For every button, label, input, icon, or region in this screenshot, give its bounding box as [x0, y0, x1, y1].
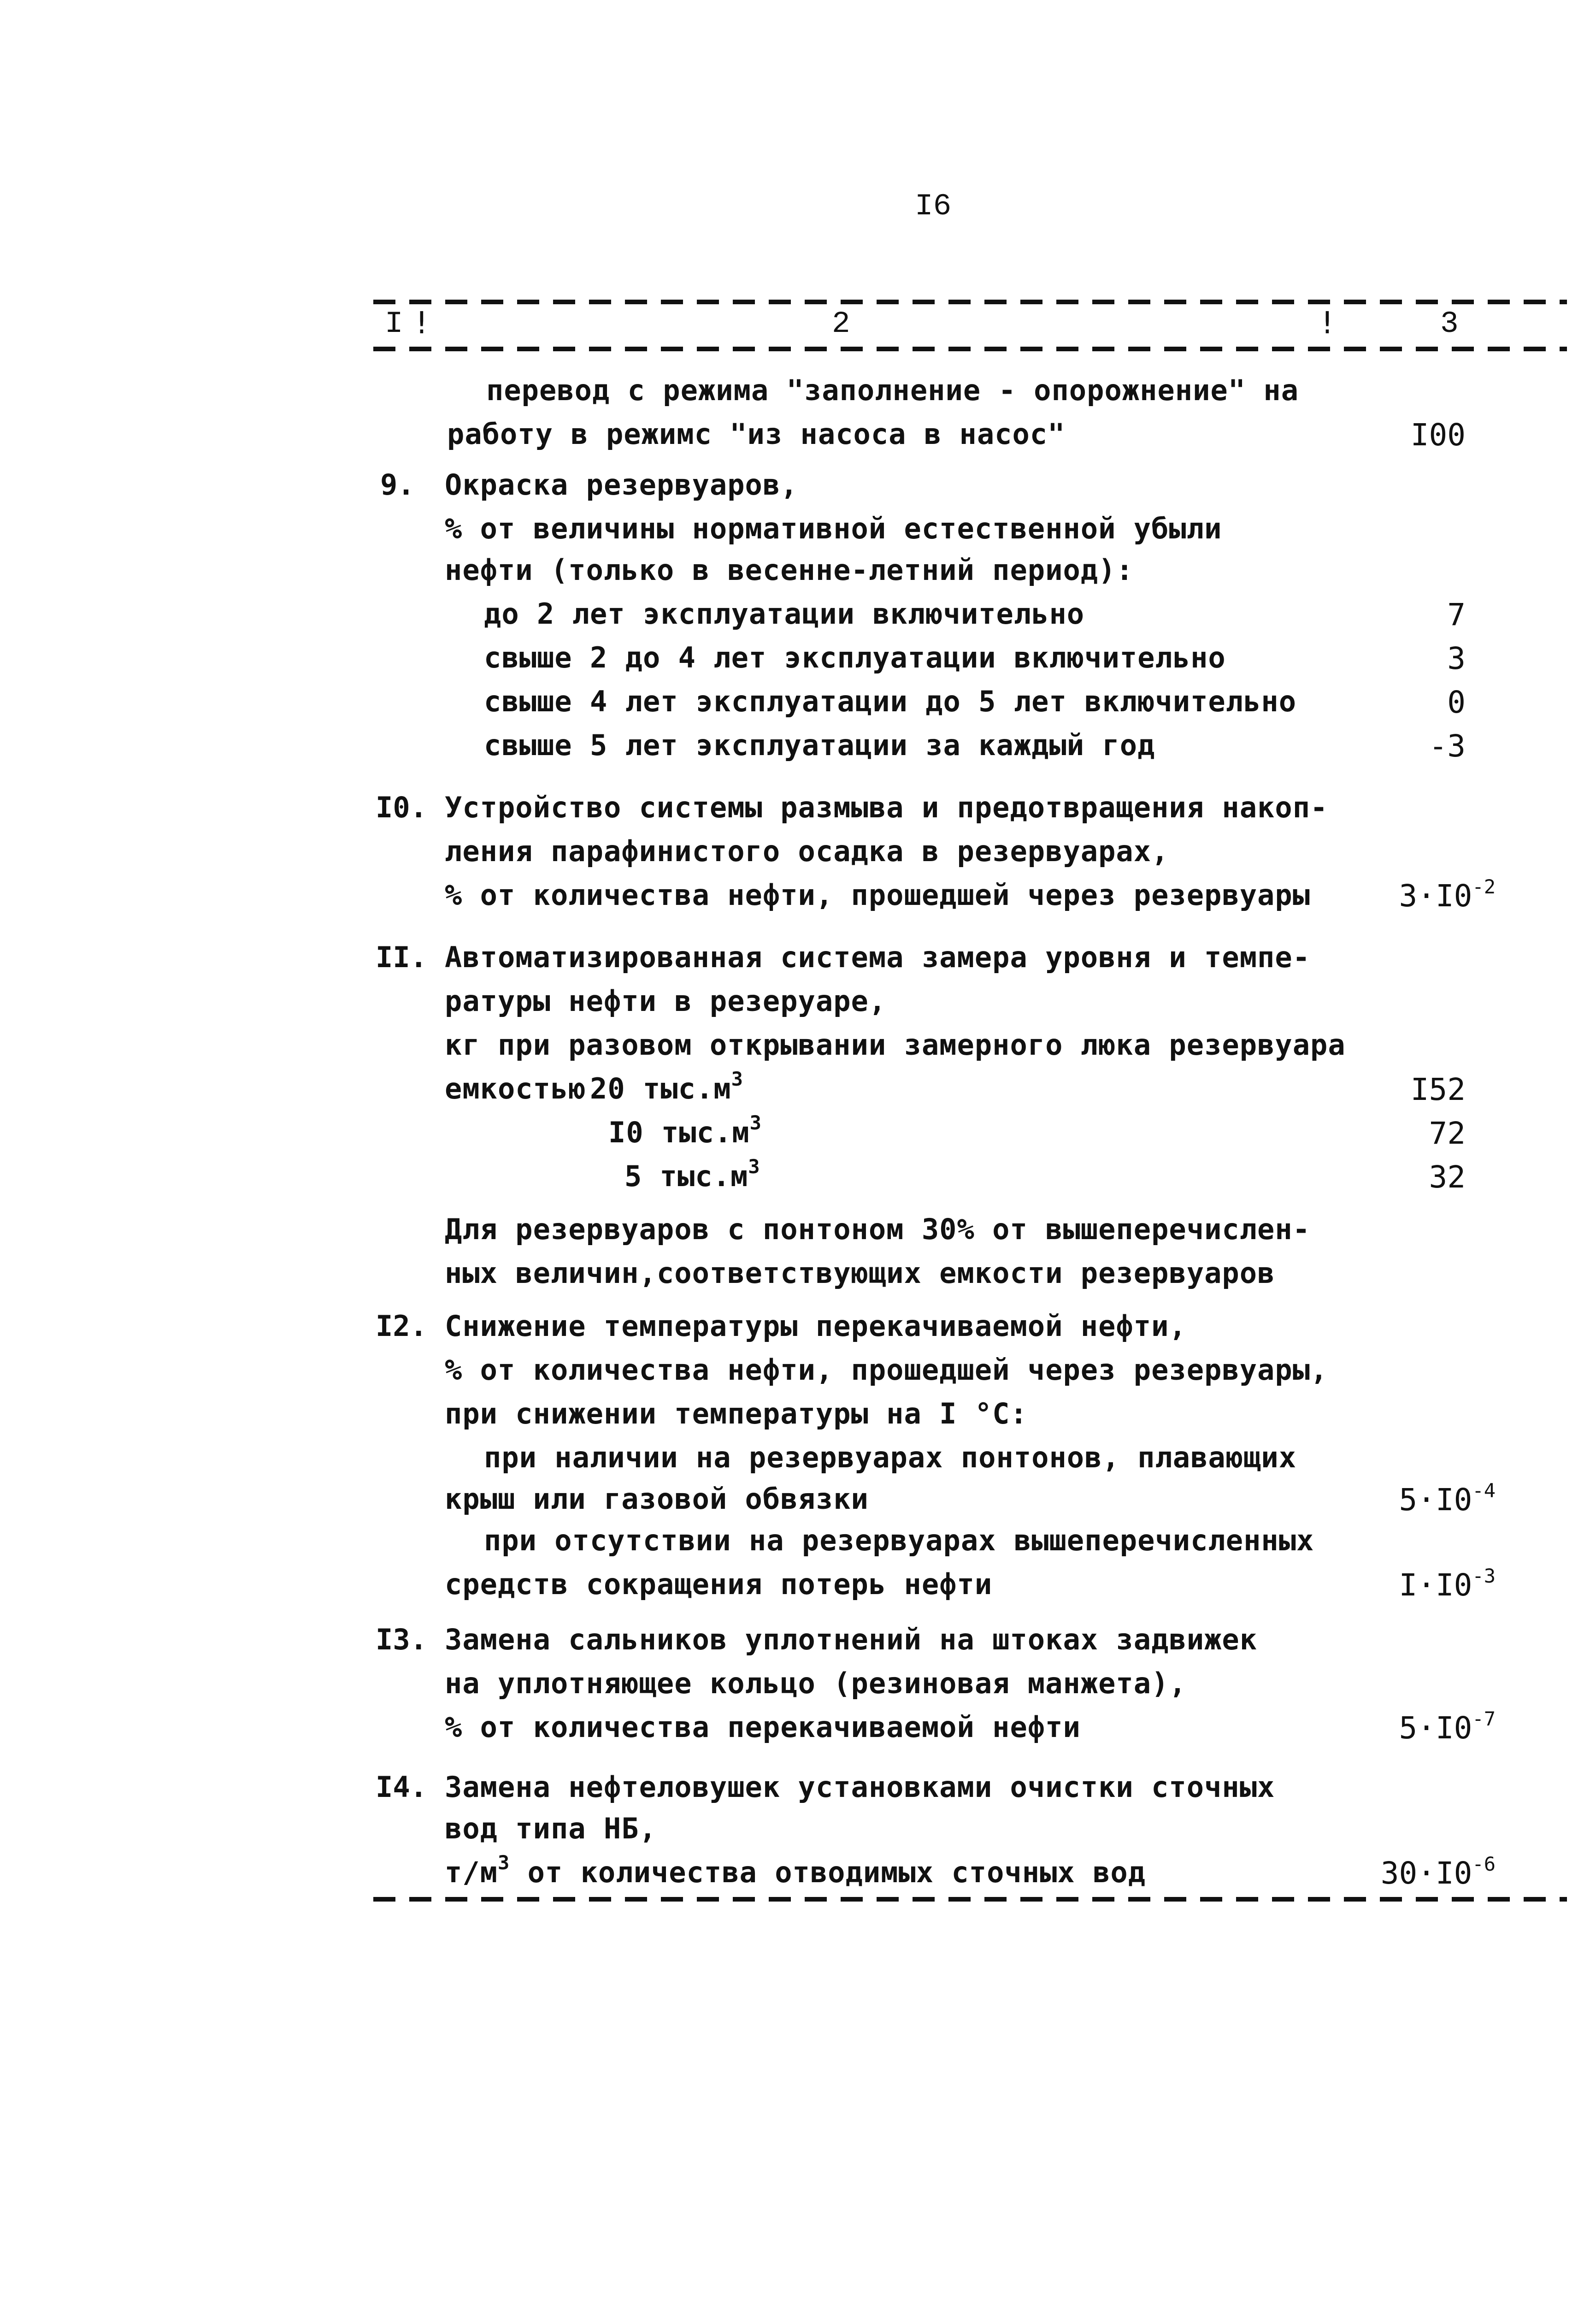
item-text-line: вод типа НБ, — [445, 1812, 657, 1845]
item-number: I0. — [376, 791, 427, 824]
capacity-text: I0 $тыс.м^3$ — [608, 1111, 762, 1149]
sub-item-text: при отсутствии на резервуарах вышеперечисленных — [484, 1524, 1314, 1557]
sub-item-text: свыше 4 лет эксплуатации до 5 лет включительно — [484, 685, 1297, 718]
item-text-line: при снижении температуры на I °C: — [445, 1397, 1028, 1430]
sub-item-value: $5\cdot I0^{-4}$ — [1399, 1479, 1496, 1518]
item-text-line: % от количества нефти, прошедшей через резервуары — [445, 878, 1311, 912]
sub-item-text: до 2 лет эксплуатации включительно — [484, 597, 1085, 631]
item-note-line: Для резервуаров с понтоном 30% от вышеперечислен- — [445, 1212, 1311, 1246]
item-text-line: % от количества перекачиваемой нефти — [445, 1710, 1081, 1744]
item-text-line: Замена сальников уплотнений на штоках задвижек — [445, 1623, 1258, 1656]
capacity-value: 72 — [1429, 1116, 1466, 1151]
table-bottom-rule — [373, 1897, 1567, 1902]
item-number: 9. — [380, 468, 415, 502]
item-value: $5\cdot I0^{-7}$ — [1399, 1707, 1496, 1746]
item-value: $3\cdot I0^{-2}$ — [1399, 875, 1496, 914]
sub-item-value: 0 — [1447, 685, 1466, 720]
item-number: I4. — [376, 1770, 427, 1804]
item-text-line: на уплотняющее кольцо (резиновая манжета), — [445, 1666, 1187, 1700]
sub-item-text: при наличии на резервуарах понтонов, плавающих — [484, 1441, 1297, 1474]
capacity-value: I52 — [1410, 1072, 1466, 1107]
item-note-line: ных величин,соответствующих емкости резервуаров — [445, 1256, 1275, 1290]
sub-item-value: 7 — [1447, 597, 1466, 632]
sub-item-value: 3 — [1447, 641, 1466, 676]
sub-item-text: свыше 2 до 4 лет эксплуатации включительно — [484, 641, 1226, 674]
row-text-line: перевод с режима "заполнение - опорожнение" на — [486, 373, 1299, 407]
sub-item-value: -3 — [1429, 728, 1466, 764]
item-text-line: $т/м^3$ от количества отводимых сточных вод — [445, 1851, 1146, 1889]
item-text-line: Устройство системы размыва и предотвращения накоп- — [445, 791, 1328, 824]
column-separator-2: ! — [1318, 305, 1337, 341]
row-value: I00 — [1410, 417, 1466, 453]
capacity-value: 32 — [1429, 1159, 1466, 1195]
sub-item-value: $I\cdot I0^{-3}$ — [1399, 1565, 1496, 1603]
sub-item-text: свыше 5 лет эксплуатации за каждый год — [484, 728, 1155, 762]
item-text-line: Замена нефтеловушек установками очистки сточных — [445, 1770, 1275, 1804]
item-text-line: % от количества нефти, прошедшей через резервуары, — [445, 1353, 1328, 1387]
item-text-line: ратуры нефти в резеруаре, — [445, 984, 887, 1018]
column-separator-1: ! — [412, 305, 431, 341]
sub-item-text: средств сокращения потерь нефти — [445, 1567, 993, 1601]
capacity-text: 5 $тыс.м^3$ — [624, 1155, 760, 1193]
page-number: I6 — [915, 189, 952, 224]
column-1-header: I — [385, 307, 403, 341]
row-text-line: работу в режимс "из насоса в насос" — [447, 417, 1066, 451]
item-text-line: Снижение температуры перекачиваемой нефти, — [445, 1309, 1187, 1343]
item-number: II. — [376, 940, 427, 974]
header-top-rule — [373, 300, 1567, 304]
item-text-line: Окраска резервуаров, — [445, 468, 798, 502]
item-value: $30\cdot I0^{-6}$ — [1380, 1853, 1496, 1891]
item-number: I3. — [376, 1623, 427, 1656]
column-3-header: 3 — [1440, 307, 1459, 341]
sub-item-text: крыш или газовой обвязки — [445, 1482, 869, 1516]
capacity-label: емкостью — [445, 1072, 586, 1105]
capacity-text: 20 $тыс.м^3$ — [590, 1068, 743, 1105]
item-text-line: % от величины нормативной естественной убыли — [445, 512, 1222, 545]
item-text-line: Автоматизированная система замера уровня и темпе- — [445, 940, 1311, 974]
item-text-line: кг при разовом открывании замерного люка резервуара — [445, 1028, 1346, 1062]
column-2-header: 2 — [832, 307, 850, 341]
item-text-line: нефти (только в весенне-летний период): — [445, 553, 1134, 587]
item-text-line: ления парафинистого осадка в резервуарах, — [445, 834, 1169, 868]
header-bottom-rule — [373, 347, 1567, 351]
item-number: I2. — [376, 1309, 427, 1343]
